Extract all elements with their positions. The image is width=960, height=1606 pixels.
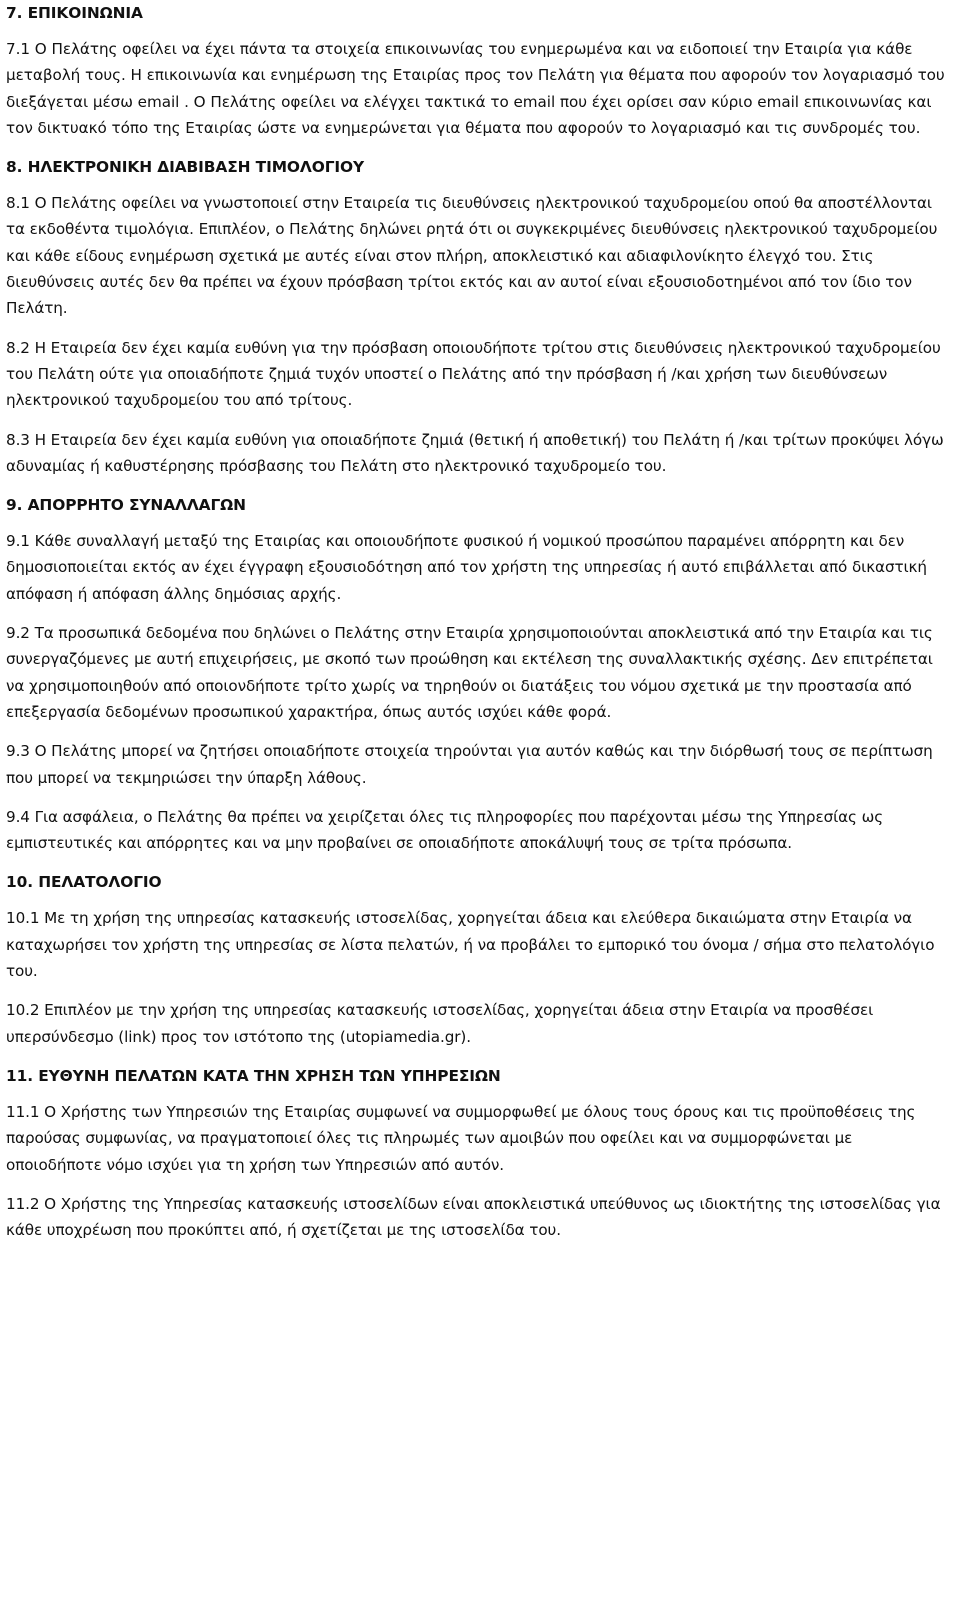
paragraph-11-1: 11.1 Ο Χρήστης των Υπηρεσιών της Εταιρίας συμφωνεί να συμμορφωθεί με όλους τους όρους και τις προϋποθέσεις της παρούσας συμφωνίας, να πραγματοποιεί όλες τις πληρωμές των αμοιβών που οφείλει και να συμμορφώνεται με οποιοδήποτε νόμο ισχύει για τη χρήση των Υπηρεσιών από αυτόν.: [6, 1102, 916, 1174]
paragraph-8-3: 8.3 Η Εταιρεία δεν έχει καμία ευθύνη για οποιαδήποτε ζημιά (θετική ή αποθετική) του Πελάτη ή /και τρίτων προκύψει λόγω αδυναμίας ή καθυστέρησης πρόσβασης του Πελάτη στο ηλεκτρονικό ταχυδρομείο του.: [6, 430, 944, 475]
paragraph-10-1: 10.1 Με τη χρήση της υπηρεσίας κατασκευής ιστοσελίδας, χορηγείται άδεια και ελεύθερα δικαιώματα στην Εταιρία να καταχωρήσει τον χρήστη της υπηρεσίας σε λίστα πελατών, ή να προβάλει το εμπορικό του όνομα / σήμα στο πελατολόγιο του.: [6, 909, 935, 981]
section-heading: 7. ΕΠΙΚΟΙΝΩΝΙΑ: [6, 4, 143, 22]
paragraph-11-2: 11.2 Ο Χρήστης της Υπηρεσίας κατασκευής ιστοσελίδων είναι αποκλειστικά υπεύθυνος ως ιδιοκτήτης της ιστοσελίδας για κάθε υποχρέωση που προκύπτει από, ή σχετίζεται με της ιστοσελίδα του.: [6, 1194, 941, 1240]
paragraph-9-3: 9.3 Ο Πελάτης μπορεί να ζητήσει οποιαδήποτε στοιχεία τηρούνται για αυτόν καθώς και την διόρθωσή τους σε περίπτωση που μπορεί να τεκμηριώσει την ύπαρξη λάθους.: [6, 742, 933, 787]
document-body: [6, 0, 948, 1243]
section-9: [6, 492, 948, 856]
section-heading: 9. ΑΠΟΡΡΗΤΟ ΣΥΝΑΛΛΑΓΩΝ: [6, 496, 246, 515]
section-8: [6, 154, 948, 479]
section-11: [6, 1063, 948, 1243]
section-7: [6, 0, 948, 141]
paragraph-9-2: 9.2 Τα προσωπικά δεδομένα που δηλώνει ο Πελάτης στην Εταιρία χρησιμοποιούνται αποκλειστικά από την Εταιρία και τις συνεργαζόμενες με αυτή επιχειρήσεις, με σκοπό των προώθηση και εκτέλεση της συναλλακτικής σχέσης. Δεν επιτρέπεται να χρησιμοποιηθούν από οποιονδήποτε τρίτο χωρίς να τηρηθούν οι διατάξεις του νόμου σχετικά με την προστασία από επεξεργασία δεδομένων προσωπικού χαρακτήρα, όπως αυτός ισχύει κάθε φορά.: [6, 624, 933, 721]
paragraph-8-1: 8.1 Ο Πελάτης οφείλει να γνωστοποιεί στην Εταιρεία τις διευθύνσεις ηλεκτρονικού ταχυδρομείου οπού θα αποστέλλονται τα εκδοθέντα τιμολόγια. Επιπλέον, ο Πελάτης δηλώνει ρητά ότι οι συγκεκριμένες διευθύνσεις ηλεκτρονικού ταχυδρομείου και κάθε είδους ενημέρωση σχετικά με αυτές είναι στον πλήρη, αποκλειστικό και αδιαφιλονίκητο έλεγχό του. Στις διευθύνσεις αυτές δεν θα πρέπει να έχουν πρόσβαση τρίτοι εκτός και αν αυτοί είναι εξουσιοδοτημένοι από τον ίδιο τον Πελάτη.: [6, 194, 938, 318]
section-heading: 8. ΗΛΕΚΤΡΟΝΙΚΗ ΔΙΑΒΙΒΑΣΗ ΤΙΜΟΛΟΓΙΟΥ: [6, 158, 365, 177]
paragraph-9-4: 9.4 Για ασφάλεια, ο Πελάτης θα πρέπει να χειρίζεται όλες τις πληροφορίες που παρέχονται μέσω της Υπηρεσίας ως εμπιστευτικές και απόρρητες και να μην προβαίνει σε οποιαδήποτε αποκάλυψή τους σε τρίτα πρόσωπα.: [6, 807, 884, 853]
section-heading: 10. ΠΕΛΑΤΟΛΟΓΙΟ: [6, 873, 162, 892]
paragraph-10-2: 10.2 Επιπλέον με την χρήση της υπηρεσίας κατασκευής ιστοσελίδας, χορηγείται άδεια στην Εταιρία να προσθέσει υπερσύνδεσμο (link) προς τον ιστότοπο της (utopiamedia.gr).: [6, 1001, 874, 1046]
section-heading: 11. ΕΥΘΥΝΗ ΠΕΛΑΤΩΝ ΚΑΤΑ ΤΗΝ ΧΡΗΣΗ ΤΩΝ ΥΠΗΡΕΣΙΩΝ: [6, 1066, 501, 1085]
paragraph-9-1: 9.1 Κάθε συναλλαγή μεταξύ της Εταιρίας και οποιουδήποτε φυσικού ή νομικού προσώπου παραμένει απόρρητη και δεν δημοσιοποιείται εκτός αν έχει έγγραφη εξουσιοδότηση από τον χρήστη της υπηρεσίας ή αυτό επιβάλλεται από δικαστική απόφαση ή απόφαση άλλης δημόσιας αρχής.: [6, 532, 927, 603]
paragraph-8-2: 8.2 Η Εταιρεία δεν έχει καμία ευθύνη για την πρόσβαση οποιουδήποτε τρίτου στις διευθύνσεις ηλεκτρονικού ταχυδρομείου του Πελάτη ούτε για οποιαδήποτε ζημιά τυχόν υποστεί ο Πελάτης από την πρόσβαση ή /και χρήση των διευθύνσεων ηλεκτρονικού ταχυδρομείου του από τρίτους.: [6, 338, 941, 410]
paragraph-7-1: 7.1 Ο Πελάτης οφείλει να έχει πάντα τα στοιχεία επικοινωνίας του ενημερωμένα και να ειδοποιεί την Εταιρία για κάθε μεταβολή τους. Η επικοινωνία και ενημέρωση της Εταιρίας προς τον Πελάτη για θέματα που αφορούν τον λογαριασμό του διεξάγεται μέσω email . Ο Πελάτης οφείλει να ελέγχει τακτικά το email που έχει ορίσει σαν κύριο email επικοινωνίας και τον δικτυακό τόπο της Εταιρίας ώστε να ενημερώνεται για θέματα που αφορούν το λογαριασμό και τις συνδρομές του.: [6, 40, 945, 137]
section-10: [6, 869, 948, 1049]
